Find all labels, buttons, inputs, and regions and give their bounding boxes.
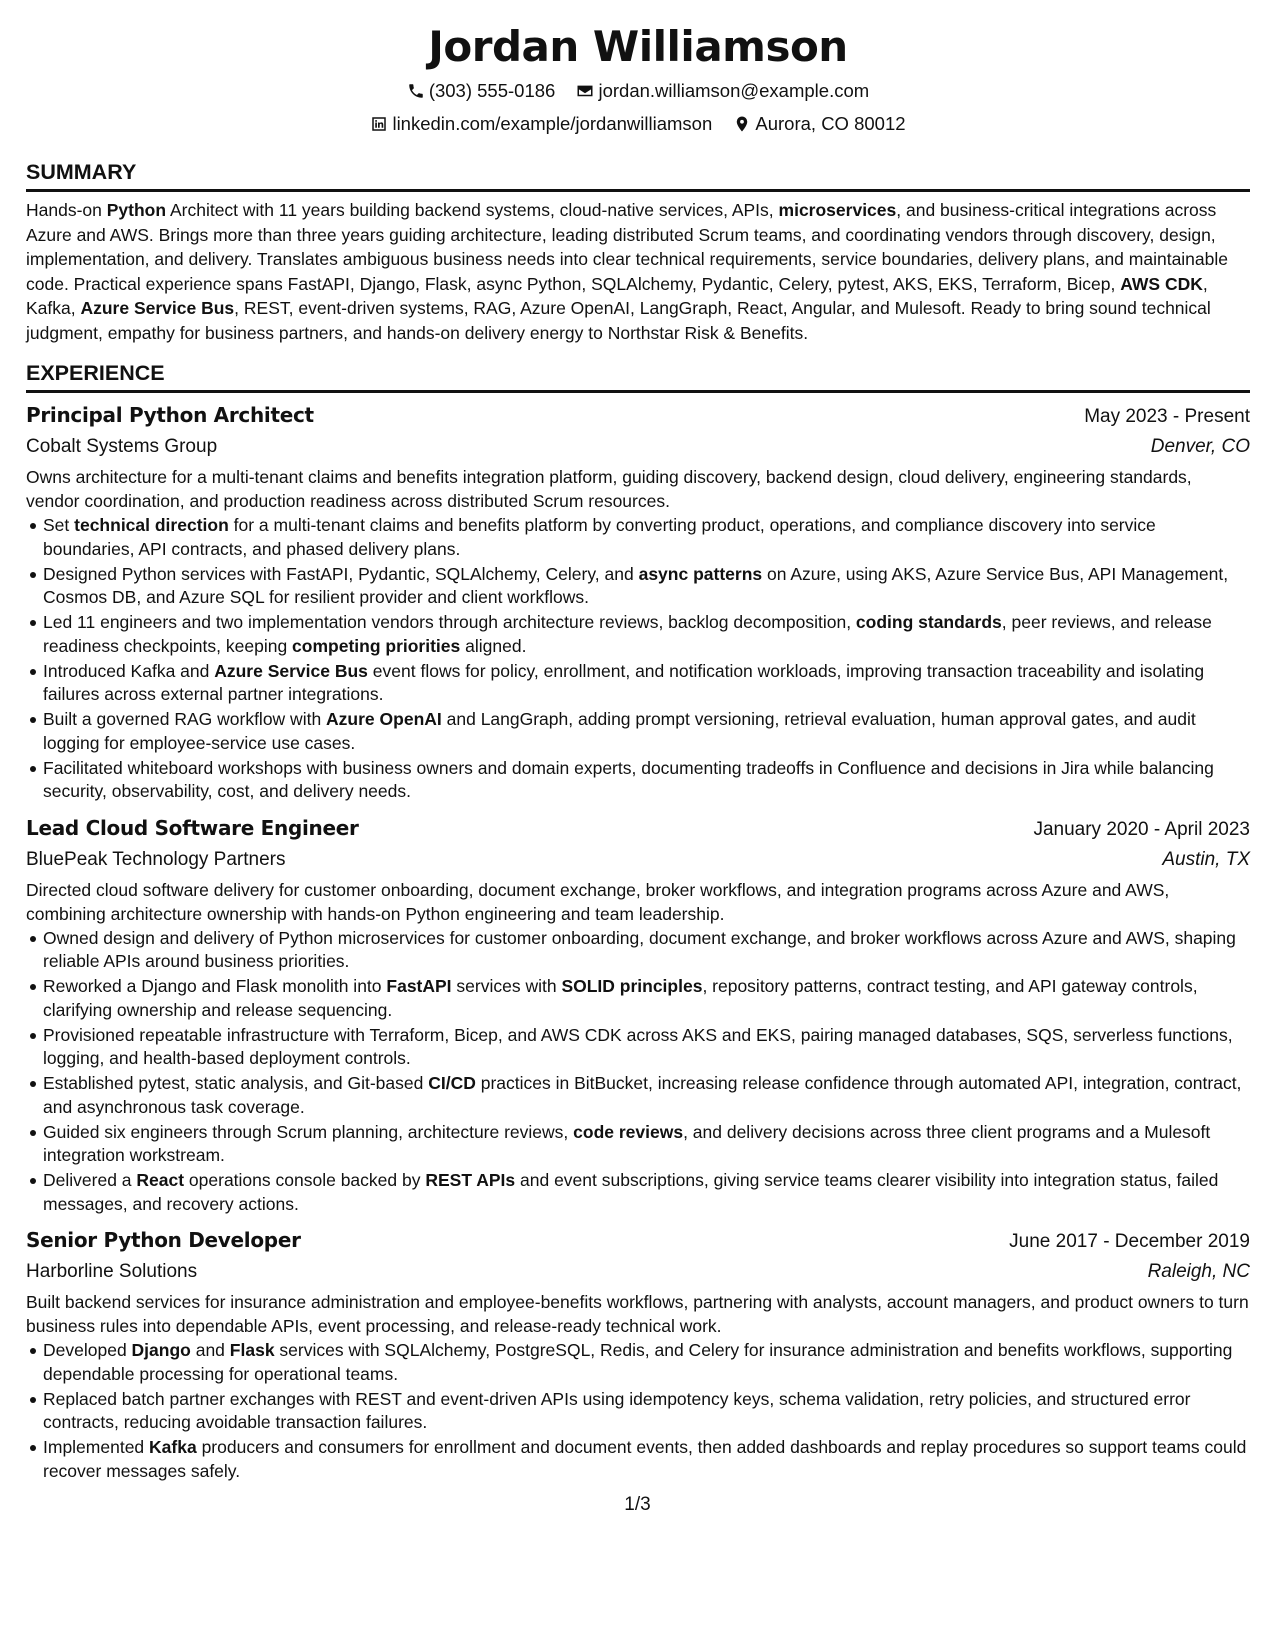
job-bullets [26,1339,1250,1483]
job-entry [26,400,1250,804]
job-dates: June 2017 - December 2019 [1009,1231,1250,1252]
bullet-item: Facilitated whiteboard workshops with business owners and domain experts, documenting tradeoffs in Confluence and decisions in Jira while balancing security, observability, cost, and delivery needs. [43,757,1250,804]
keyword-highlight: AWS CDK [1120,273,1203,294]
email-link[interactable]: jordan.williamson@example.com [598,80,870,101]
keyword-highlight: Azure Service Bus [214,660,368,681]
keyword-highlight: technical direction [74,515,229,535]
contact-location [733,109,905,139]
envelope-icon [576,82,594,100]
job-title: Principal Python Architect [26,403,314,427]
linkedin-link[interactable]: linkedin.com/example/jordanwilliamson [392,113,713,134]
summary-heading: SUMMARY [26,158,1250,192]
job-entry [26,1225,1250,1483]
bullet-item: Led 11 engineers and two implementation vendors through architecture reviews, backlog decomposition, coding standards, peer reviews, and release readiness checkpoints, keeping competing priorities aligned. [43,611,1250,658]
bullet-item: Replaced batch partner exchanges with REST and event-driven APIs using idempotency keys, schema validation, retry policies, and structured error contracts, reducing avoidable transaction failures. [43,1388,1250,1435]
job-title: Lead Cloud Software Engineer [26,815,359,840]
job-dates: January 2020 - April 2023 [1033,818,1250,840]
job-location: Raleigh, NC [1147,1261,1250,1282]
job-description: Owns architecture for a multi-tenant claims and benefits integration platform, guiding discovery, backend design, cloud delivery, engineering standards, vendor coordination, and production readiness across distributed Scrum resources. [26,467,1192,511]
keyword-highlight: Flask [229,1340,275,1360]
bullet-item: Implemented Kafka producers and consumers for enrollment and document events, then added dashboards and replay procedures so support teams could recover messages safely. [43,1436,1250,1483]
job-location: Austin, TX [1162,848,1250,870]
page-number: 1/3 [624,1494,651,1515]
phone-text: (303) 555-0186 [428,80,556,101]
bullet-item: Guided six engineers through Scrum planning, architecture reviews, code reviews, and delivery decisions across three client programs and a Mulesoft integration workstream. [43,1121,1250,1168]
map-marker-icon [733,115,751,133]
keyword-highlight: CI/CD [428,1073,476,1093]
keyword-highlight: REST APIs [425,1170,516,1190]
keyword-highlight: React [136,1170,185,1190]
bullet-item: Established pytest, static analysis, and Git-based CI/CD practices in BitBucket, increasing release confidence through automated API, integration, contract, and asynchronous task coverage. [43,1072,1250,1119]
bullet-item: Set technical direction for a multi-tenant claims and benefits platform by converting product, operations, and compliance discovery into service boundaries, API contracts, and phased delivery plans. [43,514,1250,561]
job-company: BluePeak Technology Partners [26,848,286,870]
bullet-item: Owned design and delivery of Python microservices for customer onboarding, document exchange, and broker workflows across Azure and AWS, shaping reliable APIs around business priorities. [43,927,1250,974]
linkedin-icon [370,115,388,133]
job-entry [26,813,1250,1217]
location-text: Aurora, CO 80012 [755,113,906,134]
contact-email[interactable] [576,76,869,106]
summary-text: Hands-on Python Architect with 11 years building backend systems, cloud-native services, APIs, microservices, and business-critical integrations across Azure and AWS. Brings more than three years guiding architecture, leading distributed Scrum teams, and coordinating vendors through discovery, design, implementation, and delivery. Translates ambiguous business needs into clear technical requirements, service boundaries, delivery plans, and maintainable code. Practical experience spans FastAPI, Django, Flask, async Python, SQLAlchemy, Pydantic, Celery, pytest, AKS, EKS, Terraform, Bicep, AWS CDK, Kafka, Azure Service Bus, REST, event-driven systems, RAG, Azure OpenAI, LangGraph, React, Angular, and Mulesoft. Ready to bring sound technical judgment, empathy for business partners, and hands-on delivery energy to Northstar Risk & Benefits. [26,200,1229,343]
keyword-highlight: async patterns [638,563,763,584]
contact-linkedin[interactable] [370,109,712,139]
job-location: Denver, CO [1150,436,1250,457]
keyword-highlight: Kafka [149,1437,197,1457]
keyword-highlight: Azure OpenAI [326,709,442,729]
keyword-highlight: Azure Service Bus [80,298,235,318]
bullet-item: Provisioned repeatable infrastructure with Terraform, Bicep, and AWS CDK across AKS and EKS, pairing managed databases, SQS, serverless functions, logging, and health-based deployment controls. [43,1024,1250,1071]
bullet-item: Built a governed RAG workflow with Azure OpenAI and LangGraph, adding prompt versioning, retrieval evaluation, human approval gates, and audit logging for employee-service use cases. [43,708,1250,755]
resume-page [26,20,1250,1485]
job-dates: May 2023 - Present [1084,406,1250,427]
job-company: Harborline Solutions [26,1261,198,1282]
phone-icon [407,82,425,100]
job-title: Senior Python Developer [26,1228,301,1252]
keyword-highlight: competing priorities [292,635,461,656]
bullet-item: Introduced Kafka and Azure Service Bus event flows for policy, enrollment, and notification workloads, improving transaction traceability and isolating failures across external partner integrations. [43,660,1250,707]
summary-section [26,158,1250,345]
experience-section [26,359,1250,1483]
candidate-name: Jordan Williamson [428,22,848,71]
job-bullets [26,927,1250,1217]
job-description: Directed cloud software delivery for customer onboarding, document exchange, broker workflows, and integration programs across Azure and AWS, combining architecture ownership with hands-on Python engineering and team leadership. [26,879,1170,924]
keyword-highlight: SOLID principles [561,976,703,996]
keyword-highlight: code reviews [573,1121,684,1142]
job-description: Built backend services for insurance administration and employee-benefits workflows, partnering with analysts, account managers, and product owners to turn business rules into dependable APIs, event processing, and release-ready technical work. [26,1292,1249,1336]
keyword-highlight: Django [131,1340,191,1360]
bullet-item: Reworked a Django and Flask monolith into FastAPI services with SOLID principles, repository patterns, contract testing, and API gateway controls, clarifying ownership and release sequencing. [43,975,1250,1022]
contact-phone [407,76,556,106]
keyword-highlight: FastAPI [386,976,452,996]
keyword-highlight: microservices [778,200,897,220]
bullet-item: Designed Python services with FastAPI, Pydantic, SQLAlchemy, Celery, and async patterns on Azure, using AKS, Azure Service Bus, API Management, Cosmos DB, and Azure SQL for resilient provider and client workflows. [43,563,1250,610]
keyword-highlight: coding standards [855,612,1002,632]
job-company: Cobalt Systems Group [26,436,218,457]
contact-line-2 [26,109,1250,142]
contact-line-1 [26,76,1250,109]
experience-heading: EXPERIENCE [26,359,1250,393]
job-bullets [26,514,1250,804]
bullet-item: Developed Django and Flask services with SQLAlchemy, PostgreSQL, Redis, and Celery for insurance administration and benefits workflows, supporting dependable processing for operational teams. [43,1339,1250,1386]
bullet-item: Delivered a React operations console backed by REST APIs and event subscriptions, giving service teams clearer visibility into integration status, failed messages, and recovery actions. [43,1169,1250,1216]
keyword-highlight: Python [106,200,167,220]
